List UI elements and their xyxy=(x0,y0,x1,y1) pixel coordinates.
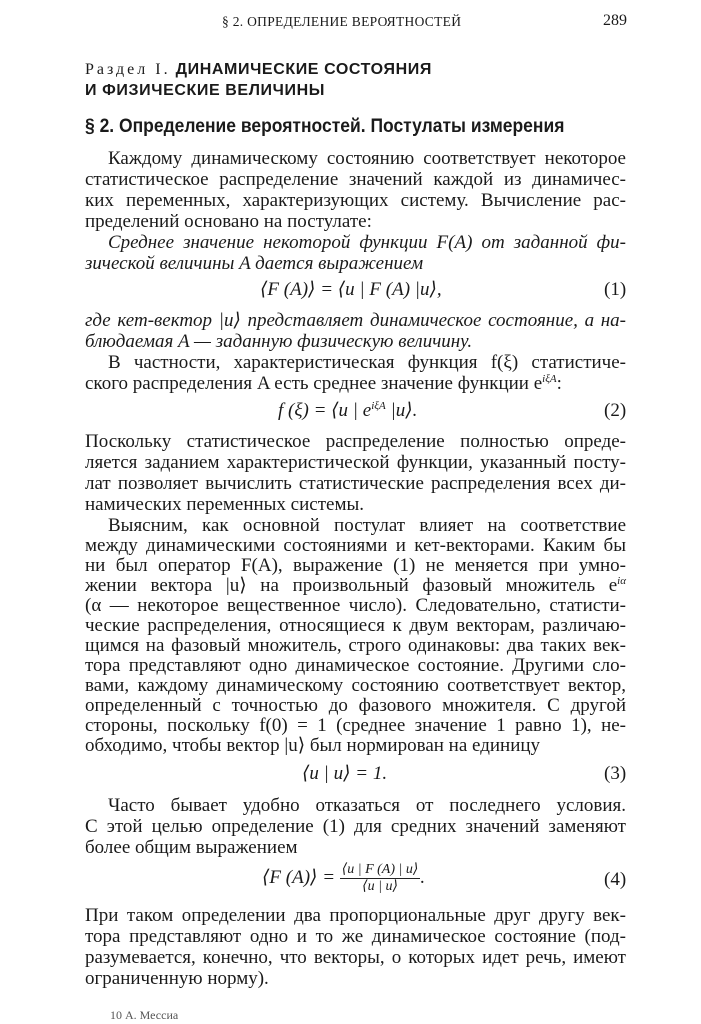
text-line: намических переменных системы. xyxy=(85,494,364,515)
equation-number-3: (3) xyxy=(604,763,627,784)
exponent: iξA xyxy=(542,373,557,385)
postulate-line: зической величины A дается выражением xyxy=(85,253,424,274)
text-line: ляется заданием характеристической функции, указанный посту- xyxy=(85,452,626,473)
paragraph-heading: § 2. Определение вероятностей. Постулаты измерения xyxy=(85,116,565,137)
fraction xyxy=(340,862,421,895)
text-line: ких переменных, характеризующих систему. Вычисление рас- xyxy=(85,190,626,211)
text-line: Каждому динамическому состоянию соответствует некоторое xyxy=(108,148,626,169)
text-line: более общим выражением xyxy=(85,837,298,858)
text-line: блюдаемая A — заданную физическую величину. xyxy=(85,331,473,352)
section-label: Раздел I. xyxy=(85,61,171,78)
equation-4 xyxy=(262,862,425,895)
text-line: ческие распределения, относящиеся к двум векторам, различаю- xyxy=(85,615,626,636)
text-line: лат позволяет вычислить статистические распределения всех ди- xyxy=(85,473,626,494)
text-line: где кет-вектор |u⟩ представляет динамическое состояние, а на- xyxy=(85,310,626,331)
text-line xyxy=(85,374,626,394)
text-line: Поскольку статистическое распределение полностью опреде- xyxy=(85,431,626,452)
eq2-left: f (ξ) = ⟨u | e xyxy=(278,400,372,421)
equation-number-1: (1) xyxy=(604,279,627,300)
text-line: пределений основано на постулате: xyxy=(85,211,372,232)
text-line: тора представляют одно динамическое состояние. Другими сло- xyxy=(85,655,626,676)
section-title-line2: И ФИЗИЧЕСКИЕ ВЕЛИЧИНЫ xyxy=(85,82,325,99)
text-line: обходимо, чтобы вектор |u⟩ был нормирован на единицу xyxy=(85,735,541,756)
text-line: Часто бывает удобно отказаться от последнего условия. xyxy=(108,795,626,816)
text-line: определенный с точностью до фазового множителя. С другой xyxy=(85,695,626,716)
denominator: ⟨u | u⟩ xyxy=(362,879,398,894)
running-title: § 2. ОПРЕДЕЛЕНИЕ ВЕРОЯТНОСТЕЙ xyxy=(222,14,462,29)
text-line: между динамическими состояниями и кет-векторами. Каким бы xyxy=(85,535,626,556)
eq2-right: |u⟩. xyxy=(385,400,418,421)
text-line: Выясним, как основной постулат влияет на соответствие xyxy=(108,515,626,536)
text-line: статистическое распределение значений каждой из динамичес- xyxy=(85,169,626,190)
text-line: стороны, поскольку f(0) = 1 (среднее значение 1 равно 1), не- xyxy=(85,715,626,736)
equation-number-4: (4) xyxy=(604,869,627,890)
text-line: В частности, характеристическая функция f(ξ) статистиче- xyxy=(108,352,626,373)
equation-3: ⟨u | u⟩ = 1. xyxy=(302,763,388,784)
eq2-exponent: iξA xyxy=(371,400,386,412)
eq4-left: ⟨F (A)⟩ = xyxy=(262,866,340,888)
line-text: ского распределения A есть среднее значение функции e xyxy=(85,373,543,394)
postulate-line: Среднее значение некоторой функции F(A) от заданной фи- xyxy=(108,232,626,253)
text-line: щимся на фазовый множитель, строго одинаковы: два таких век- xyxy=(85,635,626,656)
text-line: тора представляют одно и то же динамическое состояние (под- xyxy=(85,926,626,947)
text-line xyxy=(85,576,626,596)
equation-number-2: (2) xyxy=(604,400,627,421)
line-end: : xyxy=(556,373,562,394)
text-line: вами, каждому динамическому состоянию соответствует вектор, xyxy=(85,675,626,696)
text-line: ни был оператор F(A), выражение (1) не меняется при умно- xyxy=(85,555,626,576)
exponent: iα xyxy=(617,575,626,587)
equation-1: ⟨F (A)⟩ = ⟨u | F (A) |u⟩, xyxy=(260,279,442,300)
line-text: жении вектора |u⟩ на произвольный фазовый множитель e xyxy=(85,575,618,596)
section-title-line1: ДИНАМИЧЕСКИЕ СОСТОЯНИЯ xyxy=(175,61,432,78)
text-line: разумевается, конечно, что векторы, о которых идет речь, имеют xyxy=(85,947,626,968)
numerator: ⟨u | F (A) | u⟩ xyxy=(341,862,419,877)
footer-signature: 10 А. Мессиа xyxy=(110,1008,179,1022)
equation-2 xyxy=(278,401,417,421)
eq4-right: . xyxy=(420,866,426,888)
text-line: При таком определении два пропорциональные друг другу век- xyxy=(85,905,626,926)
text-line: С этой целью определение (1) для средних значений заменяют xyxy=(85,816,626,837)
page-number: 289 xyxy=(603,12,627,29)
section-title xyxy=(85,60,432,80)
text-line: ограниченную норму). xyxy=(85,968,269,989)
text-line: (α — некоторое вещественное число). Следовательно, статисти- xyxy=(85,595,626,616)
